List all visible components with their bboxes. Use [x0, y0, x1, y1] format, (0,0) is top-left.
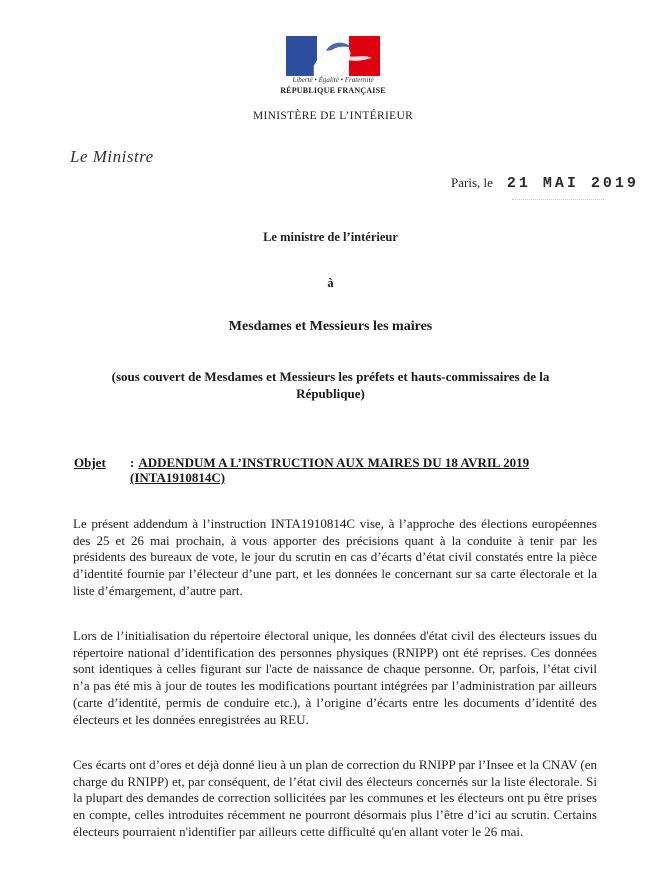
logo-red-band [349, 36, 380, 76]
recipients: Mesdames et Messieurs les maires [228, 319, 433, 334]
sender: Le ministre de l’intérieur [263, 230, 398, 244]
addressed-to: à [327, 276, 334, 290]
date-line [451, 175, 639, 192]
signature-heading: Le Ministre [70, 147, 154, 166]
marianne-logo [286, 36, 380, 76]
objet [130, 455, 598, 485]
paragraph: Ces écarts ont d’ores et déjà donné lieu à un plan de correction du RNIPP par l’Insee et la CNAV (en charge du RNIPP) et, par conséquent, de l’état civil des électeurs concernés sur la liste électorale. Si la plupart des demandes de correction sollicitées par les communes et les électeurs ont pu être prises en compte, celles introduites récemment ne pourront désormais plus l’être d’ici au scrutin. Certains électeurs pourraient n'identifier par ailleurs cette difficulté qu'en allant voter le 26 mai. [73, 757, 597, 839]
objet-label: Objet [74, 455, 106, 470]
objet-text: ADDENDUM A L’INSTRUCTION AUX MAIRES DU 18 AVRIL 2019 (INTA1910814C) [130, 455, 530, 485]
faint-stamp-mark [512, 199, 604, 204]
paragraph: Le présent addendum à l’instruction INTA1910814C vise, à l’approche des élections européennes des 25 et 26 mai prochain, à vous apporter des précisions quant à la conduite à tenir par les présidents des bureaux de vote, le jour du scrutin en cas d’écarts d’état civil constatés entre la pièce d’identité fournie par l’électeur d’une part, et les données le concernant sur sa carte électorale et la liste d’émargement, d’autre part. [73, 516, 597, 598]
objet-colon: : [130, 455, 135, 470]
republic-motto: Liberté • Égalité • Fraternité [292, 76, 374, 84]
date-stamp: 21 MAI 2019 [506, 175, 639, 192]
ministry-name: MINISTÈRE DE L’INTÉRIEUR [252, 110, 414, 122]
date-label: Paris, le [451, 175, 493, 190]
paragraph: Lors de l’initialisation du répertoire électoral unique, les données d'état civil des électeurs issues du répertoire national d’identification des personnes physiques (RNIPP) ont été reprises. Ces données sont identiques à celles figurant sur l'acte de naissance de chaque personne. Or, parfois, l’état civil n’a pas été mis à jour de toutes les modifications pourtant intégrées par l’administration par ailleurs (carte d’identité, permis de conduire etc.), à l’origine d’écarts entre les documents d’identité des électeurs et les données enregistrées au REU. [73, 628, 597, 727]
republique-francaise: RÉPUBLIQUE FRANÇAISE [280, 86, 386, 95]
logo-blue-band [286, 36, 317, 76]
cover-line: (sous couvert de Mesdames et Messieurs les préfets et hauts-commissaires de la République) [111, 369, 550, 401]
